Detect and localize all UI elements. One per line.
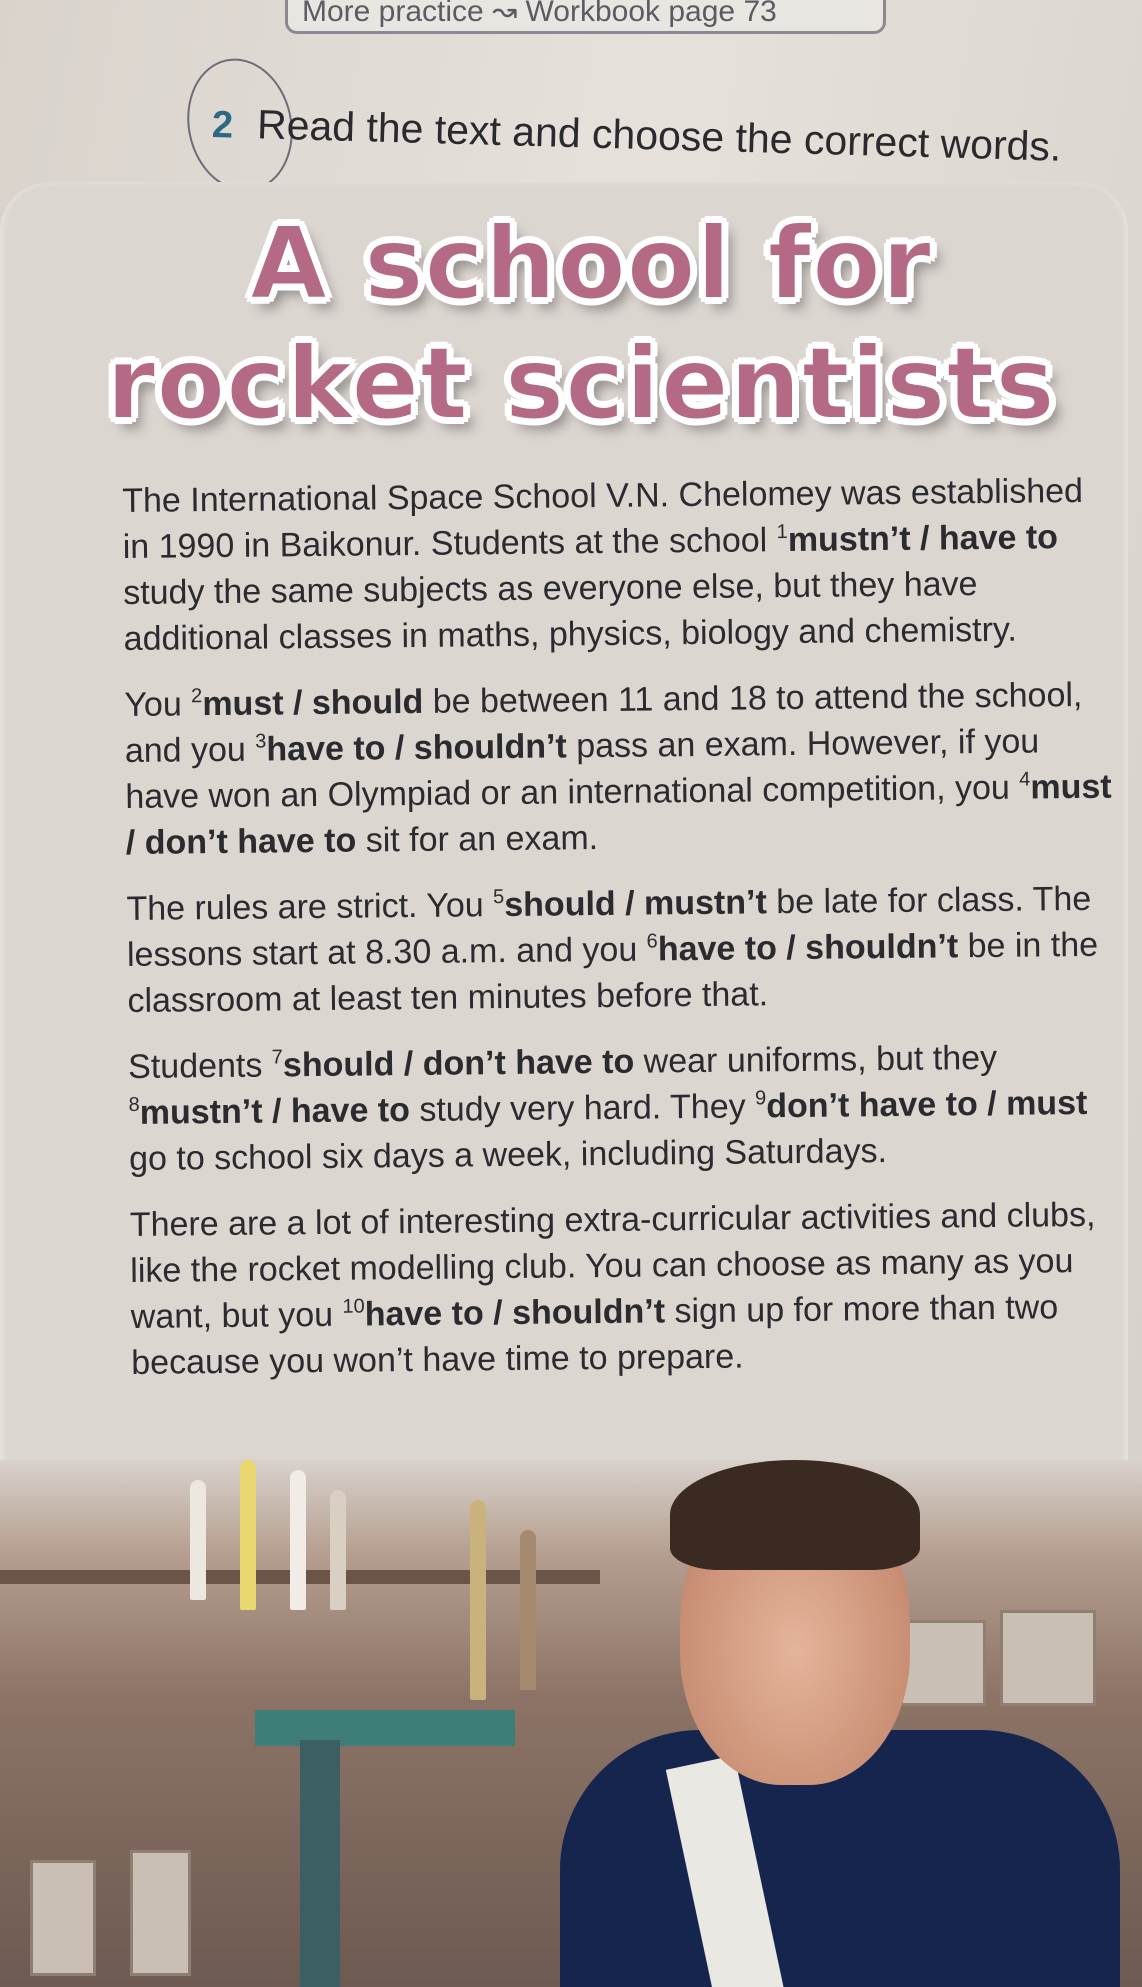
model-rocket: [520, 1530, 536, 1690]
answer-choice[interactable]: must / should: [202, 682, 424, 724]
article-paragraph: [130, 1192, 1122, 1386]
answer-choice[interactable]: should / don’t have to: [282, 1042, 635, 1085]
model-rocket: [290, 1470, 306, 1610]
classroom-photo: [0, 1460, 1142, 1987]
model-rocket: [240, 1460, 256, 1610]
gap-number: 4: [1019, 768, 1031, 791]
answer-choice[interactable]: must / don’t have to: [125, 767, 1112, 862]
paragraph-text: The International Space School V.N. Chelomey was established in 1990 in Baikonur. Students at the school: [122, 471, 1084, 566]
wall-clock-frame: [1000, 1610, 1096, 1706]
article-paragraph: [124, 672, 1116, 866]
more-practice-text: More practice ↝ Workbook page 73: [302, 0, 777, 28]
gap-number: 9: [754, 1087, 767, 1110]
paragraph-text: be in the classroom at least ten minutes before that.: [127, 925, 1099, 1020]
exercise-instruction: [211, 100, 1062, 171]
paragraph-text: There are a lot of interesting extra-curricular activities and clubs, like the rocket modelling club. You can choose as many as you want, but you: [129, 1195, 1096, 1336]
paragraph-text: Students: [127, 1046, 273, 1086]
drill-press-head: [255, 1710, 515, 1746]
paragraph-text: be between 11 and 18 to attend the school, and you: [124, 675, 1083, 770]
drill-press-column: [300, 1740, 340, 1987]
gap-number: 2: [191, 685, 203, 708]
paragraph-text: wear uniforms, but they: [634, 1038, 998, 1081]
paragraph-text: go to school six days a week, including Saturdays.: [128, 1132, 888, 1178]
gap-number: 10: [342, 1295, 365, 1318]
paragraph-text: sign up for more than two because you won’t have time to prepare.: [131, 1288, 1059, 1382]
paragraph-text: be late for class. The lessons start at 8.30 a.m. and you: [126, 879, 1092, 974]
answer-choice[interactable]: mustn’t / have to: [787, 518, 1059, 560]
answer-choice[interactable]: don’t have to / must: [766, 1083, 1088, 1126]
paragraph-text: sit for an exam.: [356, 819, 599, 860]
paragraph-text: pass an exam. However, if you have won an Olympiad or an international competition, you: [125, 722, 1040, 816]
article-title-line2: rocket scientists: [106, 325, 1056, 442]
paragraph-text: You: [124, 685, 192, 724]
exercise-number: 2: [211, 104, 234, 147]
model-rocket: [470, 1500, 486, 1700]
answer-choice[interactable]: should / mustn’t: [504, 883, 767, 925]
answer-choice[interactable]: have to / shouldn’t: [266, 727, 567, 769]
wall-clock-frame: [900, 1620, 986, 1706]
model-rocket: [190, 1480, 206, 1600]
gap-number: 7: [271, 1046, 283, 1069]
article-paragraph: [128, 1034, 1119, 1182]
answer-choice[interactable]: have to / shouldn’t: [364, 1292, 666, 1334]
article-paragraph: [122, 468, 1114, 662]
gap-number: 3: [255, 730, 267, 753]
gap-number: 6: [646, 930, 658, 953]
answer-choice[interactable]: have to / shouldn’t: [657, 927, 959, 969]
exercise-text: Read the text and choose the correct words.: [256, 101, 1062, 170]
article-paragraph: [126, 876, 1117, 1024]
boy-hair: [670, 1460, 920, 1570]
wall-poster: [130, 1850, 191, 1976]
more-practice-box: [285, 0, 886, 34]
article-body: [122, 468, 1122, 1406]
answer-choice[interactable]: mustn’t / have to: [139, 1091, 411, 1132]
article-title-line1: A school for: [249, 205, 933, 322]
model-rocket: [330, 1490, 346, 1610]
gap-number: 1: [776, 521, 788, 544]
paragraph-text: study very hard. They: [409, 1087, 756, 1130]
paragraph-text: The rules are strict. You: [126, 886, 494, 928]
paragraph-text: study the same subjects as everyone else, but they have additional classes in maths, physics, biology and chemistry.: [123, 565, 1018, 658]
gap-number: 8: [128, 1093, 140, 1116]
wall-poster: [30, 1860, 96, 1976]
gap-number: 5: [492, 886, 505, 909]
